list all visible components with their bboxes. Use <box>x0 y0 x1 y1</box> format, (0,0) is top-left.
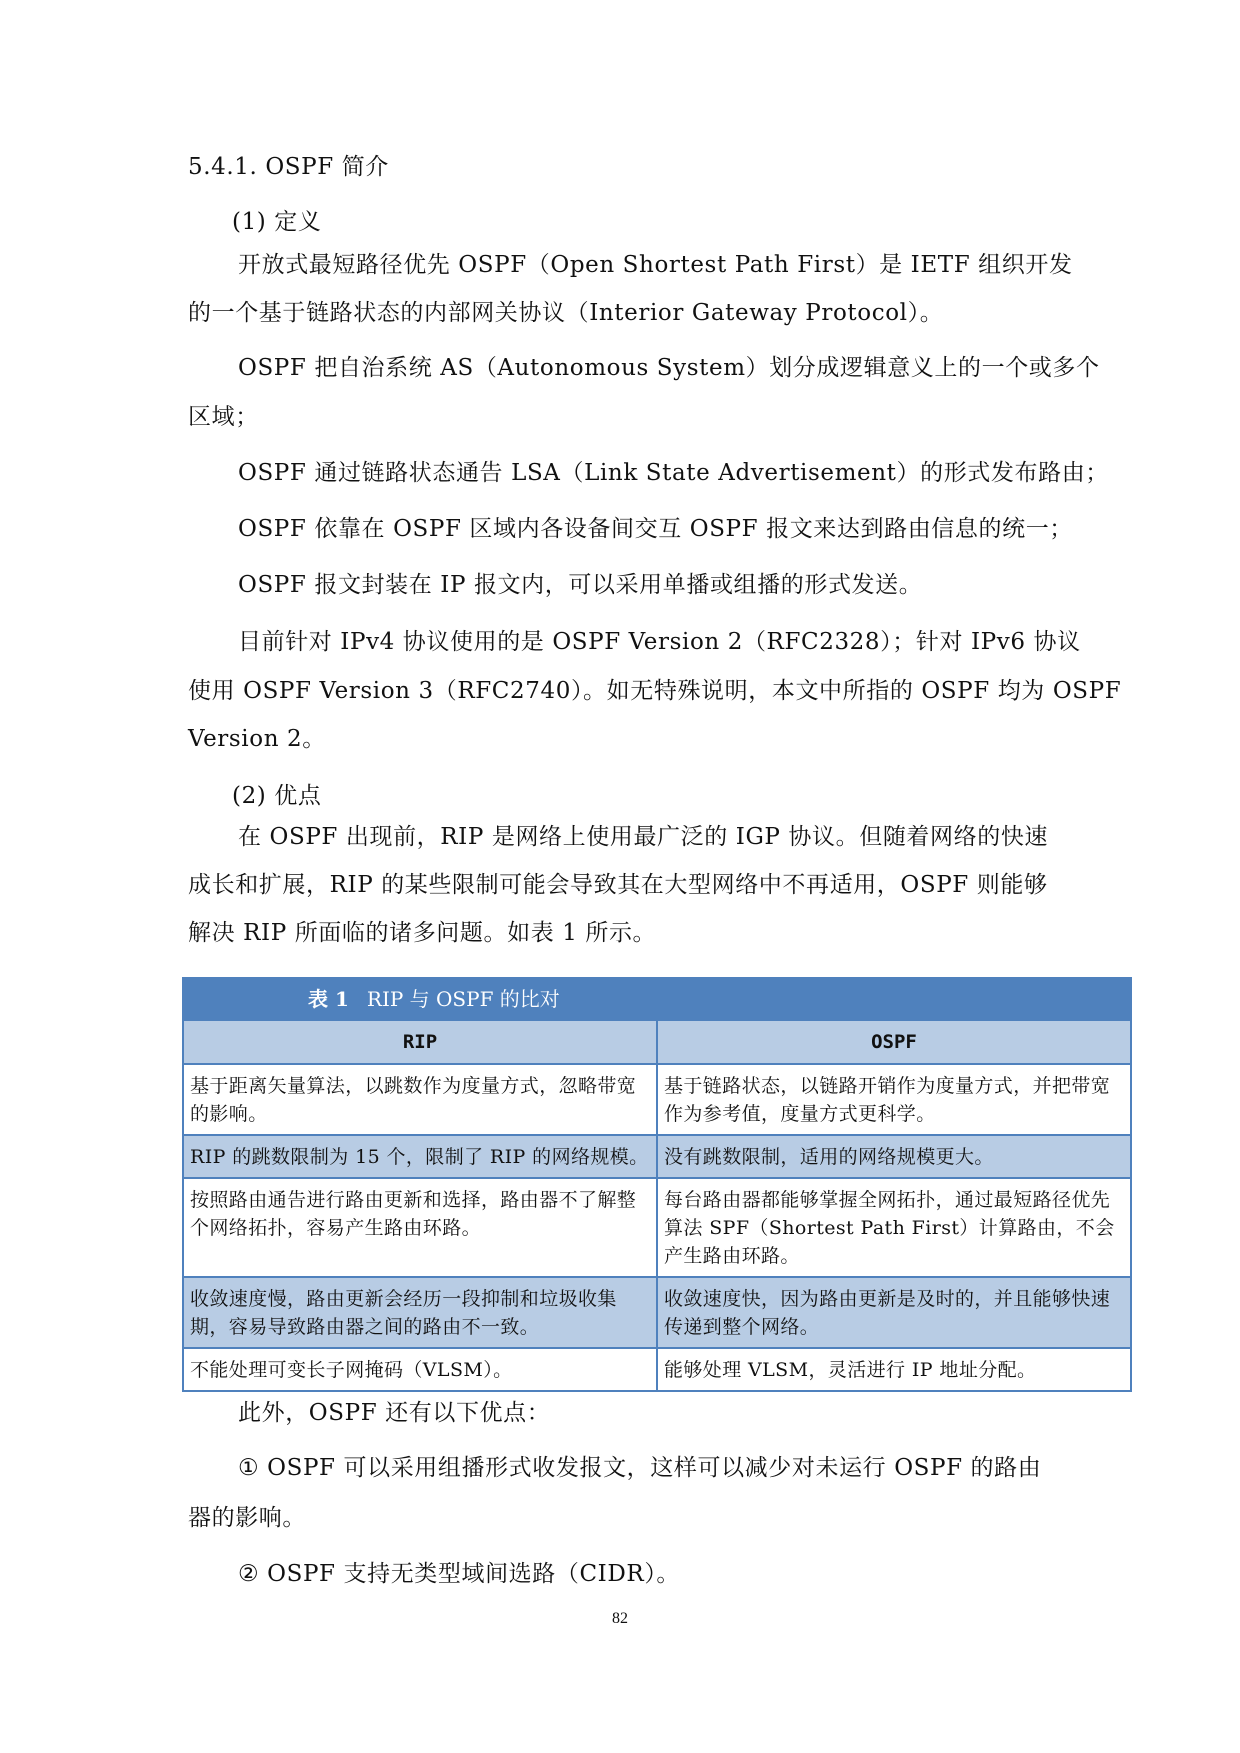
comparison-table <box>182 977 1132 1392</box>
table-row <box>183 1064 1131 1135</box>
table-cell-rip: RIP 的跳数限制为 15 个，限制了 RIP 的网络规模。 <box>183 1135 657 1178</box>
advantages-paragraph-line-1: 在 OSPF 出现前，RIP 是网络上使用最广泛的 IGP 协议。但随着网络的快速 <box>238 824 1049 850</box>
definition-paragraph-5: OSPF 报文封装在 IP 报文内，可以采用单播或组播的形式发送。 <box>238 572 923 598</box>
table-cell-rip: 按照路由通告进行路由更新和选择，路由器不了解整个网络拓扑，容易产生路由环路。 <box>183 1178 657 1277</box>
definition-paragraph-1-line-2: 的一个基于链路状态的内部网关协议（Interior Gateway Protocol）。 <box>188 300 944 326</box>
advantages-title: (2) 优点 <box>232 783 322 809</box>
table-header-rip: RIP <box>183 1020 657 1064</box>
table-cell-ospf: 没有跳数限制，适用的网络规模更大。 <box>657 1135 1131 1178</box>
table-cell-ospf: 收敛速度快，因为路由更新是及时的，并且能够快速传递到整个网络。 <box>657 1277 1131 1348</box>
table-row <box>183 1135 1131 1178</box>
table-caption-number: 表 1 <box>308 987 349 1011</box>
table-caption-text: RIP 与 OSPF 的比对 <box>366 987 560 1011</box>
definition-paragraph-2-line-2: 区域； <box>188 404 259 430</box>
advantages-paragraph-line-3: 解决 RIP 所面临的诸多问题。如表 1 所示。 <box>188 920 657 946</box>
table-caption <box>183 978 1131 1020</box>
after-table-intro: 此外，OSPF 还有以下优点： <box>238 1400 551 1426</box>
table-row <box>183 1178 1131 1277</box>
table-cell-rip: 基于距离矢量算法，以跳数作为度量方式，忽略带宽的影响。 <box>183 1064 657 1135</box>
definition-paragraph-2-line-1: OSPF 把自治系统 AS（Autonomous System）划分成逻辑意义上的一个或多个 <box>238 355 1100 381</box>
table-cell-ospf: 能够处理 VLSM，灵活进行 IP 地址分配。 <box>657 1348 1131 1391</box>
table-row <box>183 1277 1131 1348</box>
table-header-ospf: OSPF <box>657 1020 1131 1064</box>
definition-paragraph-6-line-1: 目前针对 IPv4 协议使用的是 OSPF Version 2（RFC2328）；针对 IPv6 协议 <box>238 629 1081 655</box>
table-caption-row <box>183 978 1131 1020</box>
table-cell-ospf: 基于链路状态，以链路开销作为度量方式，并把带宽作为参考值，度量方式更科学。 <box>657 1064 1131 1135</box>
section-heading: 5.4.1. OSPF 简介 <box>188 154 389 180</box>
table-row <box>183 1348 1131 1391</box>
advantages-paragraph-line-2: 成长和扩展，RIP 的某些限制可能会导致其在大型网络中不再适用，OSPF 则能够 <box>188 872 1048 898</box>
definition-title: (1) 定义 <box>232 209 322 235</box>
table-cell-rip: 不能处理可变长子网掩码（VLSM）。 <box>183 1348 657 1391</box>
table-header-row <box>183 1020 1131 1064</box>
advantage-item-2: ② OSPF 支持无类型域间选路（CIDR）。 <box>238 1561 681 1587</box>
definition-paragraph-6-line-2: 使用 OSPF Version 3（RFC2740）。如无特殊说明，本文中所指的 OSPF 均为 OSPF <box>188 678 1122 704</box>
definition-paragraph-3: OSPF 通过链路状态通告 LSA（Link State Advertisement）的形式发布路由； <box>238 460 1109 486</box>
definition-paragraph-1-line-1: 开放式最短路径优先 OSPF（Open Shortest Path First）是 IETF 组织开发 <box>238 252 1073 278</box>
advantage-item-1-line-2: 器的影响。 <box>188 1505 306 1531</box>
table-cell-ospf: 每台路由器都能够掌握全网拓扑，通过最短路径优先算法 SPF（Shortest Path First）计算路由，不会产生路由环路。 <box>657 1178 1131 1277</box>
definition-paragraph-6-line-3: Version 2。 <box>188 726 326 752</box>
table-cell-rip: 收敛速度慢，路由更新会经历一段抑制和垃圾收集期，容易导致路由器之间的路由不一致。 <box>183 1277 657 1348</box>
definition-paragraph-4: OSPF 依靠在 OSPF 区域内各设备间交互 OSPF 报文来达到路由信息的统一； <box>238 516 1073 542</box>
advantage-item-1-line-1: ① OSPF 可以采用组播形式收发报文，这样可以减少对未运行 OSPF 的路由 <box>238 1455 1042 1481</box>
page-number: 82 <box>612 1610 628 1627</box>
